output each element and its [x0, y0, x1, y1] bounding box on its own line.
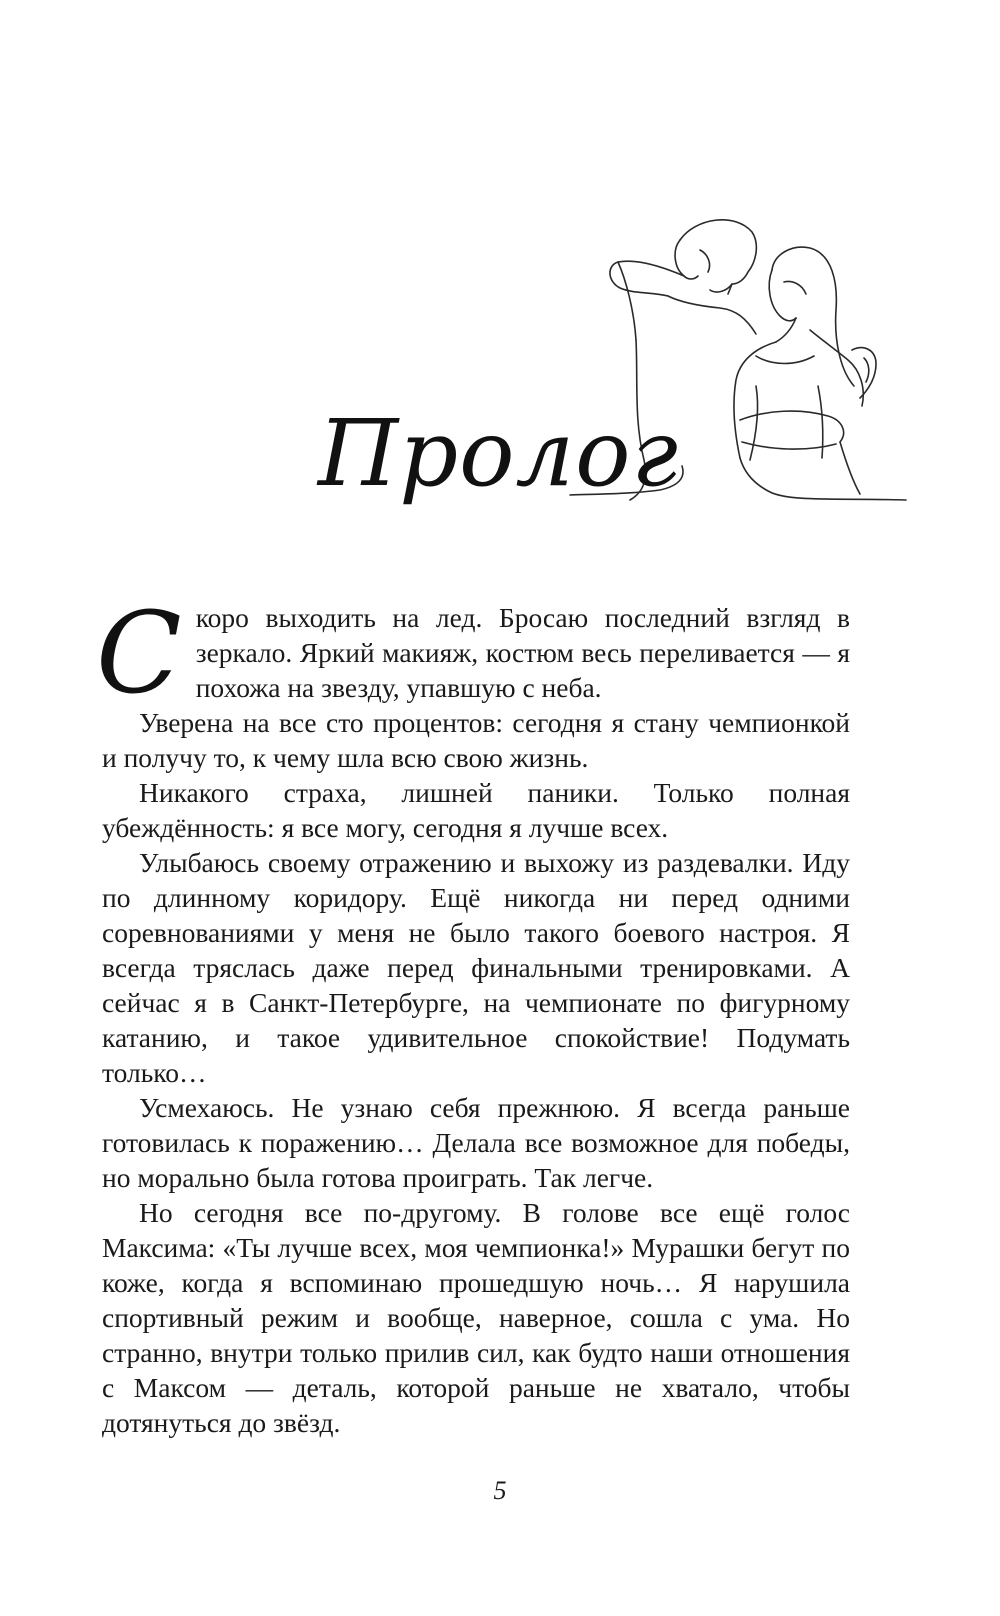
chapter-title: Пролог: [318, 400, 679, 507]
paragraph-1-text: коро выходить на лед. Бросаю последний взгляд в зеркало. Яркий макияж, костюм весь переливается — я похожа на звезду, упавшую с неба.: [195, 602, 850, 703]
paragraph-4: Улыбаюсь своему отражению и выхожу из раздевалки. Иду по длинному коридору. Ещё никогда ни перед одними соревнованиями у меня не было такого боевого настроя. Я всегда тряслась даже перед финальными тренировками. А сейчас я в Санкт-Петербурге, на чемпионате по фигурному катанию, и такое удивительное спокойствие! Подумать только…: [102, 847, 850, 1088]
page-number: 5: [493, 1476, 507, 1505]
paragraph-2: Уверена на все сто процентов: сегодня я стану чемпионкой и получу то, к чему шла всю свою жизнь.: [102, 707, 850, 773]
paragraph-1: [96, 589, 850, 719]
paragraph-6: Но сегодня все по-другому. В голове все ещё голос Максима: «Ты лучше всех, моя чемпионка!» Мурашки бегут по коже, когда я вспоминаю прошедшую ночь… Я нарушила спортивный режим и вообще, наверное, сошла с ума. Но странно, внутри только прилив сил, как будто наши отношения с Максом — деталь, которой раньше не хватало, чтобы дотянуться до звёзд.: [102, 1197, 850, 1438]
chapter-body: [96, 589, 850, 1440]
drop-cap: С: [96, 589, 182, 719]
paragraph-5: Усмехаюсь. Не узнаю себя прежнюю. Я всегда раньше готовилась к поражению… Делала все возможное для победы, но морально была готова проиграть. Так легче.: [102, 1092, 850, 1193]
paragraph-3: Никакого страха, лишней паники. Только полная убеждённость: я все могу, сегодня я лучше всех.: [102, 777, 850, 843]
